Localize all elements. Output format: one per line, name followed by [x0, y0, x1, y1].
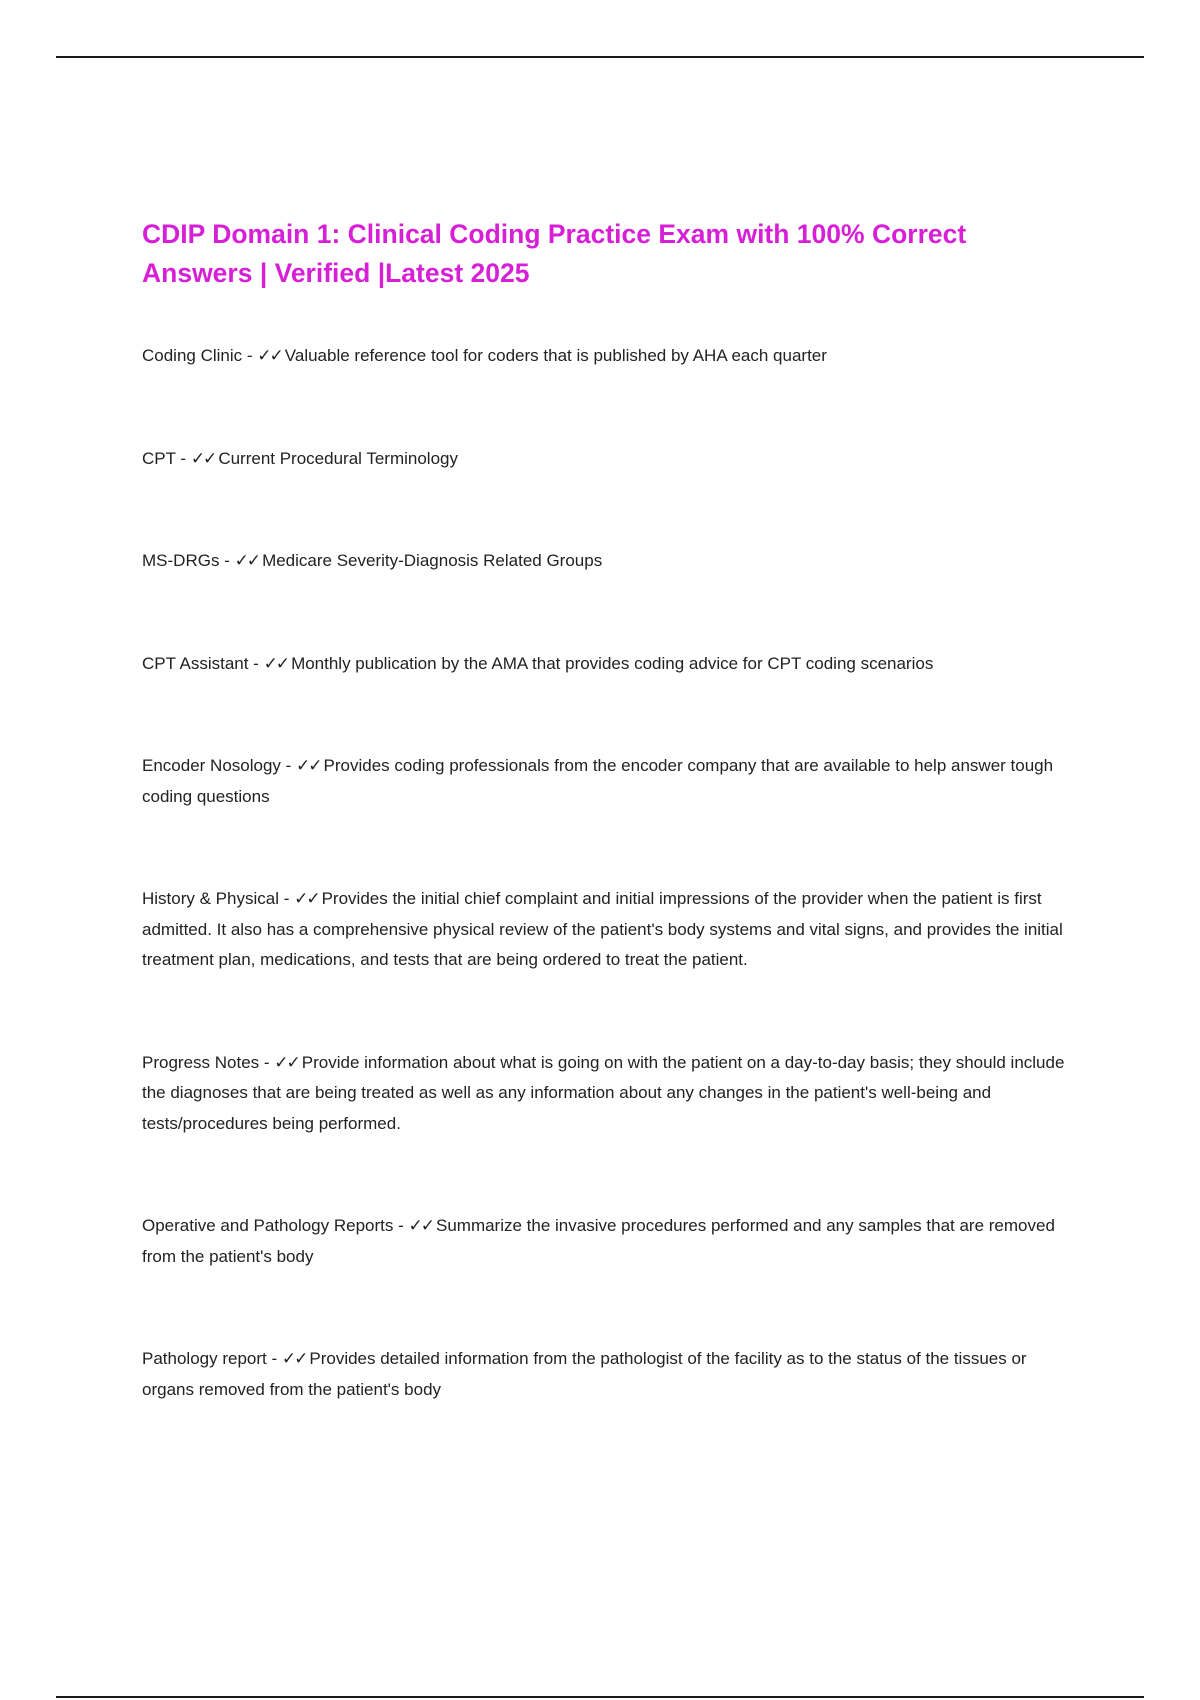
- list-item: [142, 751, 1072, 812]
- qa-term: CPT: [142, 448, 176, 468]
- check-mark-icon: ✓✓: [408, 1216, 433, 1235]
- qa-list: [142, 341, 1072, 1405]
- document-page: [142, 215, 1072, 1477]
- qa-term: History & Physical: [142, 889, 279, 908]
- qa-definition: Provides detailed information from the pathologist of the facility as to the status of the tissues or organs removed from the patient's body: [142, 1349, 1027, 1399]
- check-mark-icon: ✓✓: [263, 653, 289, 673]
- list-item: [142, 444, 1072, 475]
- qa-term: Progress Notes: [142, 1052, 260, 1072]
- check-mark-icon: ✓✓: [274, 1052, 299, 1072]
- qa-term: Operative and Pathology Reports: [142, 1216, 394, 1235]
- qa-separator: -: [278, 889, 295, 908]
- list-item: [142, 546, 1072, 577]
- qa-separator: -: [219, 551, 235, 570]
- qa-definition: Provide information about what is going on with the patient on a day-to-day basis; they should include the diagnoses that are being treated as well as any information about any changes in the patient's well-being and tests/procedures being performed.: [142, 1052, 1065, 1133]
- list-item: [142, 1211, 1072, 1272]
- qa-definition: Monthly publication by the AMA that provides coding advice for CPT coding scenarios: [291, 653, 934, 673]
- document-title: CDIP Domain 1: Clinical Coding Practice Exam with 100% Correct Answers | Verified |Latest 2025: [142, 219, 967, 288]
- qa-term: Pathology report: [142, 1349, 267, 1368]
- check-mark-icon: ✓✓: [190, 448, 216, 468]
- check-mark-icon: ✓✓: [234, 551, 260, 570]
- qa-term: Encoder Nosology: [142, 756, 281, 775]
- qa-separator: -: [280, 756, 297, 775]
- list-item: [142, 1344, 1072, 1405]
- list-item: [142, 649, 1072, 680]
- qa-definition: Medicare Severity-Diagnosis Related Groups: [262, 551, 603, 570]
- top-rule: [56, 56, 1144, 58]
- qa-term: Coding Clinic: [142, 346, 243, 365]
- qa-term: MS-DRGs: [142, 551, 220, 570]
- list-item: [142, 341, 1072, 372]
- check-mark-icon: ✓✓: [294, 889, 319, 908]
- check-mark-icon: ✓✓: [257, 346, 282, 365]
- qa-separator: -: [393, 1216, 409, 1235]
- qa-term: CPT Assistant: [142, 653, 249, 673]
- check-mark-icon: ✓✓: [281, 1349, 307, 1368]
- check-mark-icon: ✓✓: [296, 756, 321, 775]
- list-item: [142, 884, 1072, 976]
- qa-definition: Current Procedural Terminology: [218, 448, 458, 468]
- bottom-rule: [56, 1696, 1144, 1698]
- qa-separator: -: [248, 653, 264, 673]
- qa-definition: Provides the initial chief complaint and initial impressions of the provider when the patient is first admitted. It also has a comprehensive physical review of the patient's body systems and vital signs, and provides the initial treatment plan, medications, and tests that are being ordered to treat the patient.: [142, 889, 1063, 969]
- qa-definition: Summarize the invasive procedures performed and any samples that are removed from the patient's body: [142, 1216, 1055, 1266]
- qa-separator: -: [259, 1052, 275, 1072]
- qa-separator: -: [266, 1349, 282, 1368]
- qa-separator: -: [175, 448, 191, 468]
- qa-separator: -: [242, 346, 258, 365]
- qa-definition: Provides coding professionals from the encoder company that are available to help answer tough coding questions: [142, 756, 1054, 806]
- qa-definition: Valuable reference tool for coders that is published by AHA each quarter: [284, 346, 827, 365]
- list-item: [142, 1048, 1072, 1140]
